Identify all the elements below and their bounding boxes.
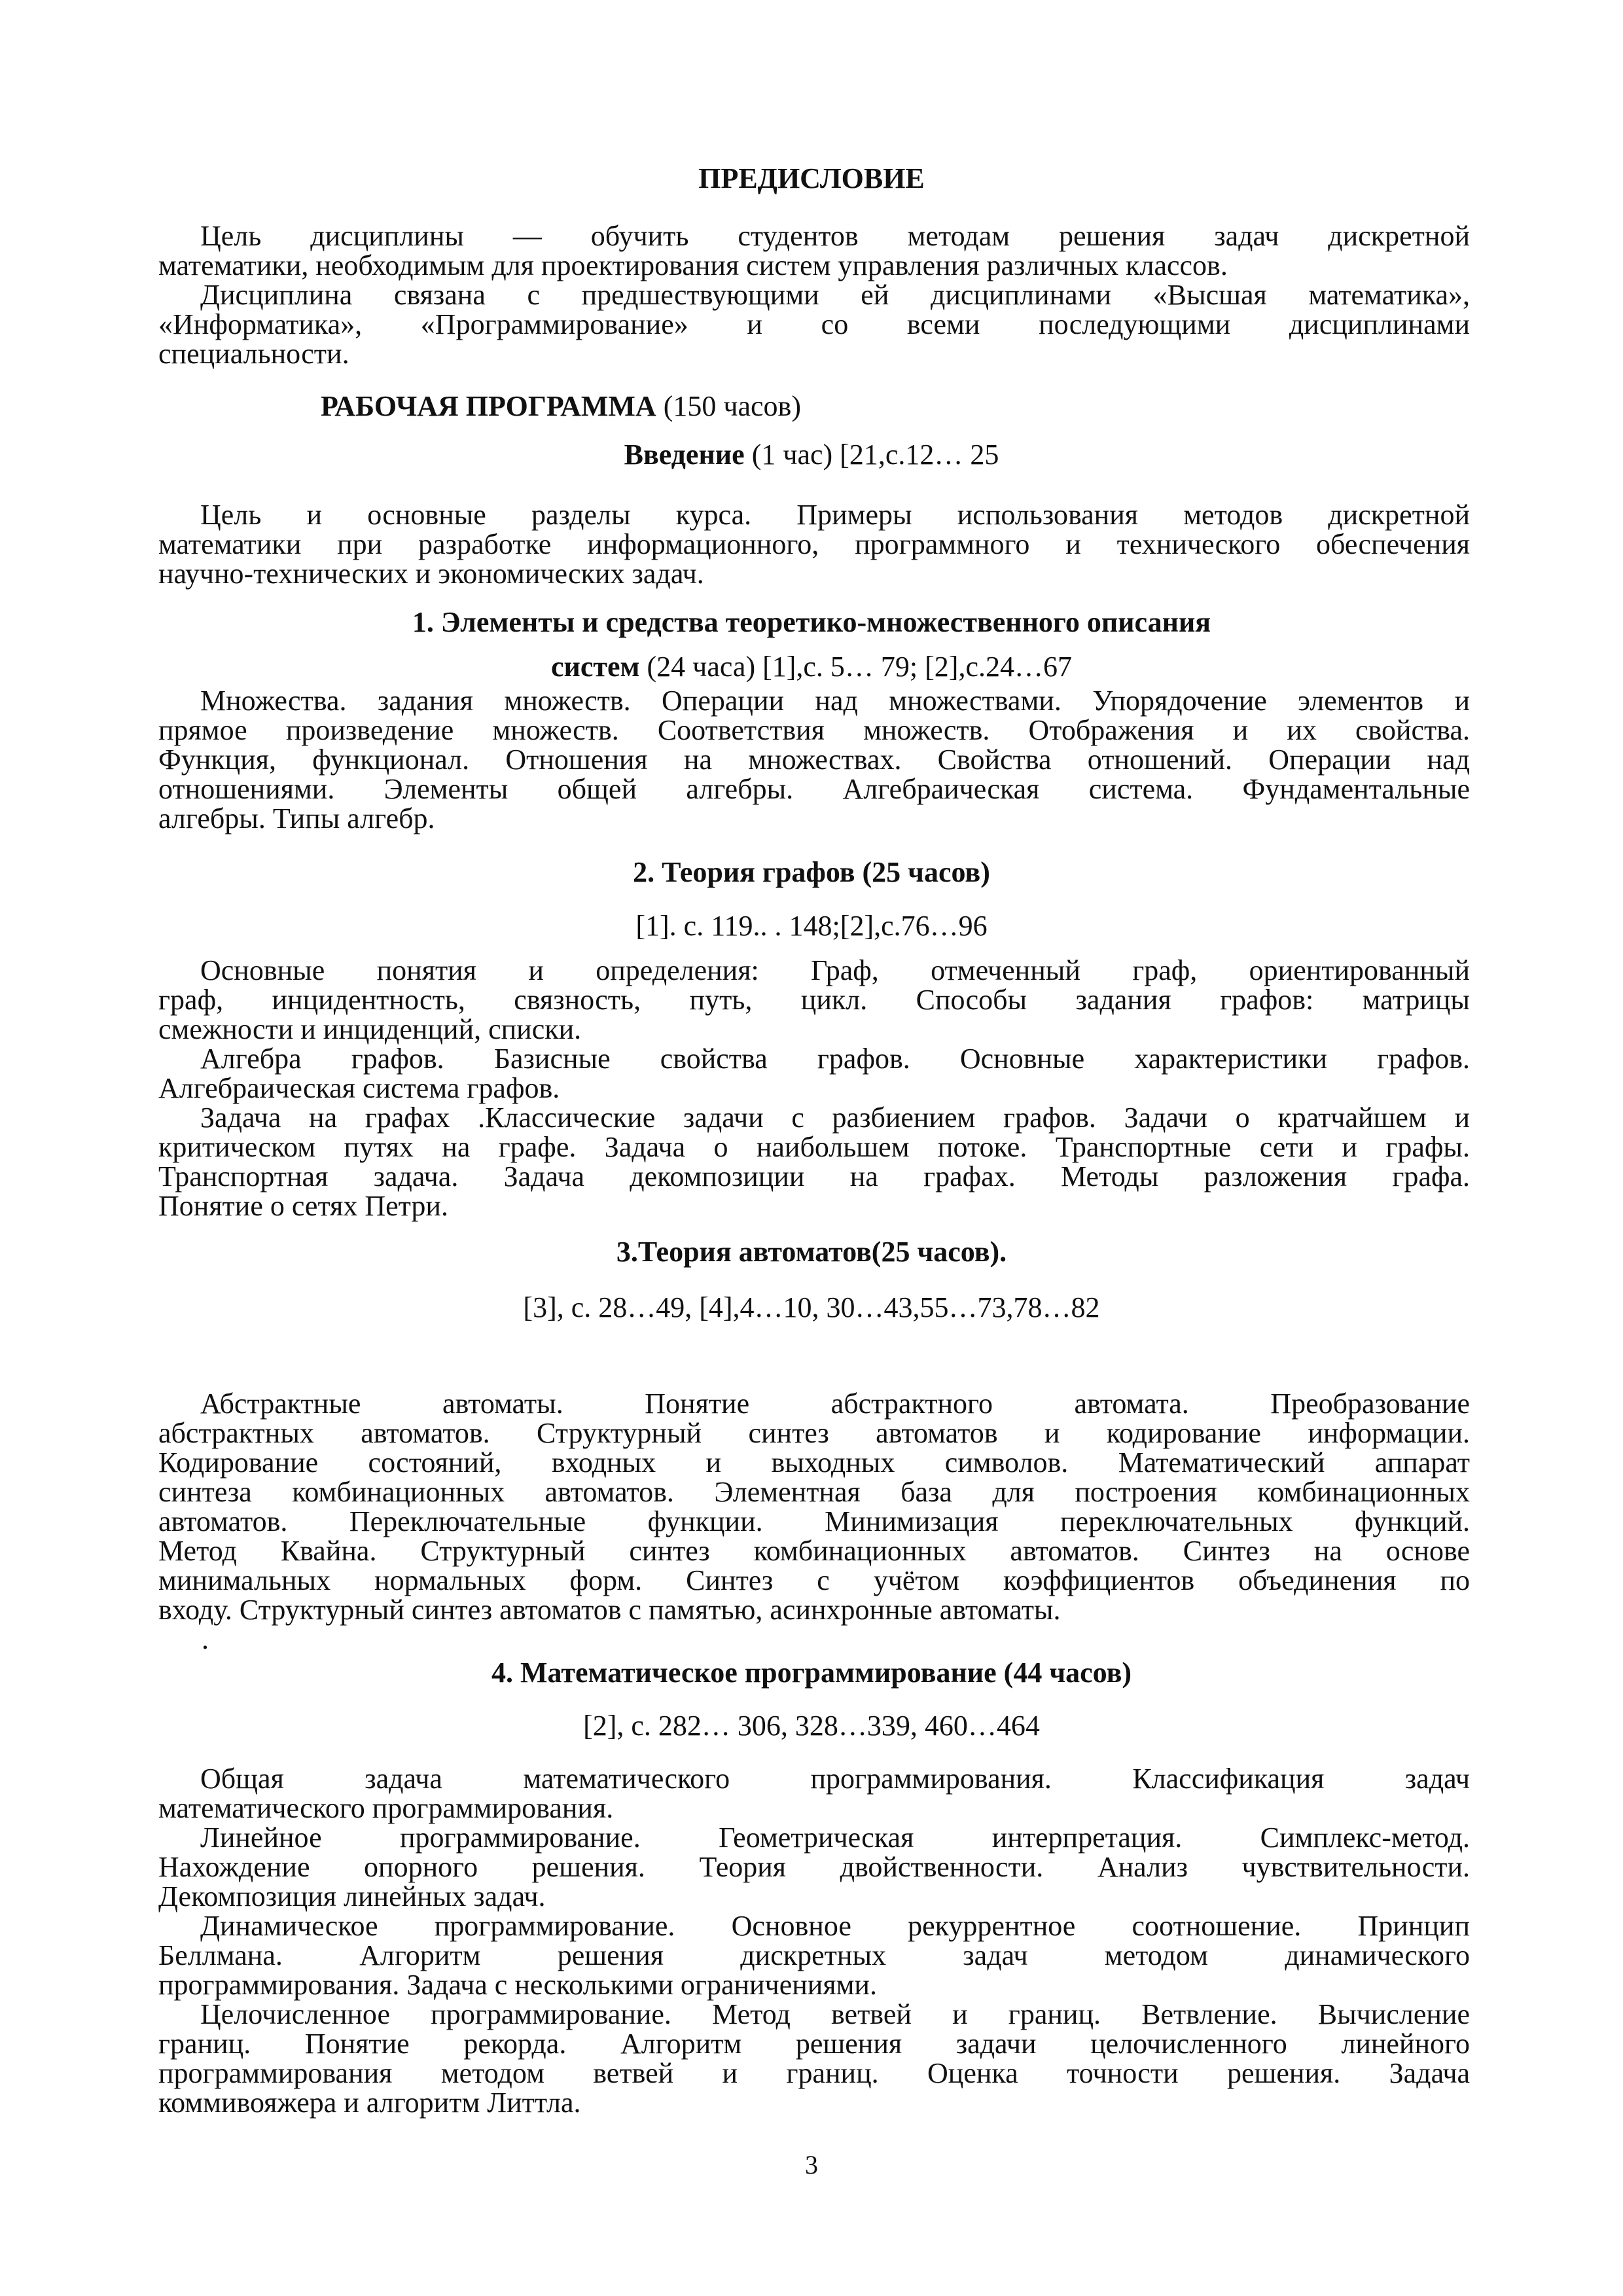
text-line: математического программирования. <box>158 1792 614 1824</box>
text-line: математики, необходимым для проектирования систем управления различных классов. <box>158 249 1228 281</box>
text-line: отношениями. Элементы общей алгебры. Алгебраическая система. Фундаментальные <box>158 773 1470 805</box>
program-title <box>321 391 801 421</box>
text-line: прямое произведение множеств. Соответствия множеств. Отображения и их свойства. <box>158 714 1470 746</box>
section-1-refs: (24 часа) [1],с. 5… 79; [2],с.24…67 <box>639 651 1072 683</box>
intro-paragraph <box>158 500 1470 588</box>
text-line: автоматов. Переключательные функции. Минимизация переключательных функций. <box>158 1505 1470 1537</box>
text-line: Цель дисциплины — обучить студентов методам решения задач дискретной <box>200 220 1470 252</box>
text-line: Алгебраическая система графов. <box>158 1072 560 1104</box>
section-2-paragraph-3 <box>158 1103 1470 1221</box>
text-line: научно-технических и экономических задач. <box>158 558 704 590</box>
text-line: Дисциплина связана с предшествующими ей дисциплинами «Высшая математика», <box>200 279 1470 311</box>
stray-dot: . <box>202 1623 209 1655</box>
text-line: входу. Структурный синтез автоматов с памятью, асинхронные автоматы. <box>158 1594 1061 1626</box>
program-title-hours: (150 часов) <box>656 390 801 422</box>
text-line: Абстрактные автоматы. Понятие абстрактного автомата. Преобразование <box>200 1388 1470 1420</box>
text-line: Общая задача математического программирования. Классификация задач <box>200 1763 1470 1795</box>
section-1-title: 1. Элементы и средства теоретико-множественного описания <box>412 606 1211 638</box>
text-line: Метод Квайна. Структурный синтез комбинационных автоматов. Синтез на основе <box>158 1535 1470 1567</box>
section-1-title-bold: систем <box>551 651 640 683</box>
preface-paragraph-2 <box>158 280 1470 368</box>
section-1-title-line-2 <box>0 652 1623 681</box>
section-1-paragraph <box>158 686 1470 833</box>
text-line: Основные понятия и определения: Граф, отмеченный граф, ориентированный <box>200 954 1470 986</box>
text-line: синтеза комбинационных автоматов. Элементная база для построения комбинационных <box>158 1476 1470 1508</box>
text-line: Целочисленное программирование. Метод ветвей и границ. Ветвление. Вычисление <box>200 1998 1470 2030</box>
text-line: коммивояжера и алгоритм Литтла. <box>158 2087 581 2119</box>
section-4-paragraph-2 <box>158 1823 1470 1911</box>
intro-title-bold: Введение <box>624 439 745 471</box>
text-line: Алгебра графов. Базисные свойства графов. Основные характеристики графов. <box>200 1043 1470 1075</box>
text-line: программирования методом ветвей и границ. Оценка точности решения. Задача <box>158 2057 1470 2089</box>
section-2-paragraph-2 <box>158 1044 1470 1103</box>
text-line: абстрактных автоматов. Структурный синтез автоматов и кодирование информации. <box>158 1417 1470 1449</box>
text-line: границ. Понятие рекорда. Алгоритм решения задачи целочисленного линейного <box>158 2028 1470 2060</box>
program-title-bold: РАБОЧАЯ ПРОГРАММА <box>321 390 656 422</box>
text-line: смежности и инциденций, списки. <box>158 1013 582 1045</box>
text-line: программирования. Задача с несколькими ограничениями. <box>158 1969 877 2001</box>
text-line: алгебры. Типы алгебр. <box>158 802 435 834</box>
section-4-refs: [2], с. 282… 306, 328…339, 460…464 <box>583 1710 1040 1742</box>
text-line: специальности. <box>158 338 349 370</box>
text-line: Функция, функционал. Отношения на множествах. Свойства отношений. Операции над <box>158 744 1470 776</box>
text-line: граф, инцидентность, связность, путь, цикл. Способы задания графов: матрицы <box>158 984 1470 1016</box>
text-line: Множества. задания множеств. Операции над множествами. Упорядочение элементов и <box>200 685 1470 717</box>
section-4-paragraph-1 <box>158 1764 1470 1823</box>
text-line: Задача на графах .Классические задачи с разбиением графов. Задачи о кратчайшем и <box>200 1102 1470 1134</box>
text-line: Динамическое программирование. Основное рекуррентное соотношение. Принцип <box>200 1910 1470 1942</box>
text-line: минимальных нормальных форм. Синтез с учётом коэффициентов объединения по <box>158 1564 1470 1596</box>
page-number: 3 <box>805 2150 818 2179</box>
text-line: Транспортная задача. Задача декомпозиции на графах. Методы разложения графа. <box>158 1160 1470 1193</box>
section-2-paragraph-1 <box>158 956 1470 1044</box>
text-line: Цель и основные разделы курса. Примеры использования методов дискретной <box>200 499 1470 531</box>
text-line: Беллмана. Алгоритм решения дискретных задач методом динамического <box>158 1939 1470 1971</box>
section-2-refs: [1]. с. 119.. . 148;[2],с.76…96 <box>635 910 988 942</box>
section-4-title: 4. Математическое программирование (44 часов) <box>491 1657 1132 1689</box>
text-line: Линейное программирование. Геометрическая интерпретация. Симплекс-метод. <box>200 1821 1470 1854</box>
text-line: математики при разработке информационного, программного и технического обеспечения <box>158 528 1470 560</box>
text-line: «Информатика», «Программирование» и со всеми последующими дисциплинами <box>158 308 1470 340</box>
preface-paragraph-1 <box>158 221 1470 280</box>
preface-title: ПРЕДИСЛОВИЕ <box>698 162 925 194</box>
section-3-refs: [3], с. 28…49, [4],4…10, 30…43,55…73,78…82 <box>523 1291 1100 1323</box>
section-2-title: 2. Теория графов (25 часов) <box>633 856 990 888</box>
section-4-paragraph-4 <box>158 2000 1470 2117</box>
text-line: Декомпозиция линейных задач. <box>158 1880 546 1912</box>
text-line: критическом путях на графе. Задача о наибольшем потоке. Транспортные сети и графы. <box>158 1131 1470 1163</box>
text-line: Понятие о сетях Петри. <box>158 1190 448 1222</box>
intro-title-refs: (1 час) [21,с.12… 25 <box>744 439 999 471</box>
section-4-paragraph-3 <box>158 1911 1470 2000</box>
text-line: Кодирование состояний, входных и выходных символов. Математический аппарат <box>158 1446 1470 1479</box>
text-line: Нахождение опорного решения. Теория двойственности. Анализ чувствительности. <box>158 1851 1470 1883</box>
section-3-title: 3.Теория автоматов(25 часов). <box>616 1236 1007 1268</box>
section-3-paragraph <box>158 1389 1470 1654</box>
intro-title <box>0 440 1623 469</box>
